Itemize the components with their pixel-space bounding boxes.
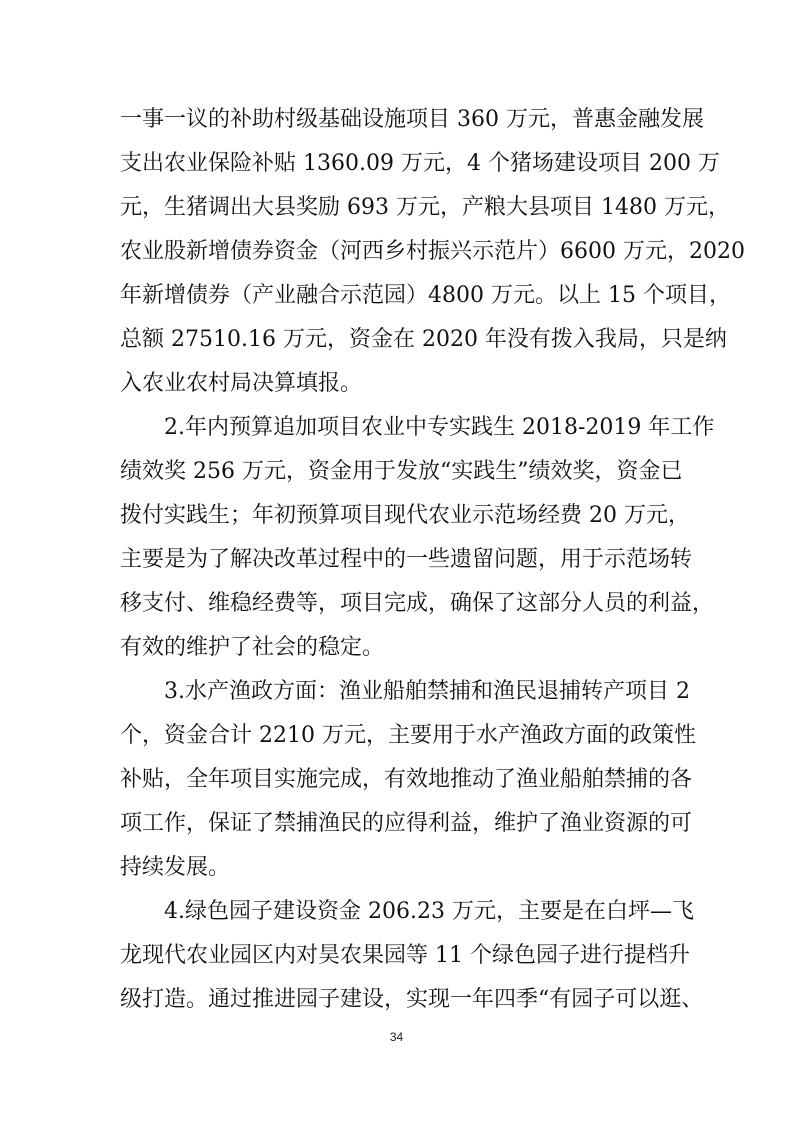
text-line: 拨付实践生；年初预算项目现代农业示范场经费 20 万元， <box>120 503 690 528</box>
text-line: 元，生猪调出大县奖励 693 万元，产粮大县项目 1480 万元， <box>120 195 730 220</box>
text-line: 项工作，保证了禁捕渔民的应得利益，维护了渔业资源的可 <box>120 811 693 836</box>
text-line: 总额 27510.16 万元，资金在 2020 年没有拨入我局，只是纳 <box>120 327 727 352</box>
text-line: 有效的维护了社会的稳定。 <box>120 635 385 660</box>
text-line: 主要是为了解决改革过程中的一些遗留问题，用于示范场转 <box>120 547 693 572</box>
page-number: 34 <box>389 1030 404 1044</box>
text-line: 级打造。通过推进园子建设，实现一年四季“有园子可以逛、 <box>120 987 704 1012</box>
text-line: 移支付、维稳经费等，项目完成，确保了这部分人员的利益， <box>120 591 715 616</box>
text-line: 持续发展。 <box>120 855 231 880</box>
text-line: 龙现代农业园区内对昊农果园等 11 个绿色园子进行提档升 <box>120 943 690 968</box>
text-line: 一事一议的补助村级基础设施项目 360 万元，普惠金融发展 <box>120 107 704 132</box>
text-line: 支出农业保险补贴 1360.09 万元，4 个猪场建设项目 200 万 <box>120 151 720 176</box>
text-line: 农业股新增债券资金（河西乡村振兴示范片）6600 万元，2020 <box>120 239 745 264</box>
text-line: 年新增债券（产业融合示范园）4800 万元。以上 15 个项目， <box>120 283 731 308</box>
text-line: 入农业农村局决算填报。 <box>120 371 363 396</box>
text-line: 补贴，全年项目实施完成，有效地推动了渔业船舶禁捕的各 <box>120 767 693 792</box>
text-line: 个，资金合计 2210 万元，主要用于水产渔政方面的政策性 <box>120 723 696 748</box>
text-line: 绩效奖 256 万元，资金用于发放“实践生”绩效奖，资金已 <box>120 459 683 484</box>
paragraph-heading-line: 3.水产渔政方面：渔业船舶禁捕和渔民退捕转产项目 2 <box>164 679 690 704</box>
paragraph-heading-line: 2.年内预算追加项目农业中专实践生 2018-2019 年工作 <box>164 415 715 440</box>
paragraph-heading-line: 4.绿色园子建设资金 206.23 万元，主要是在白坪—飞 <box>164 899 694 924</box>
